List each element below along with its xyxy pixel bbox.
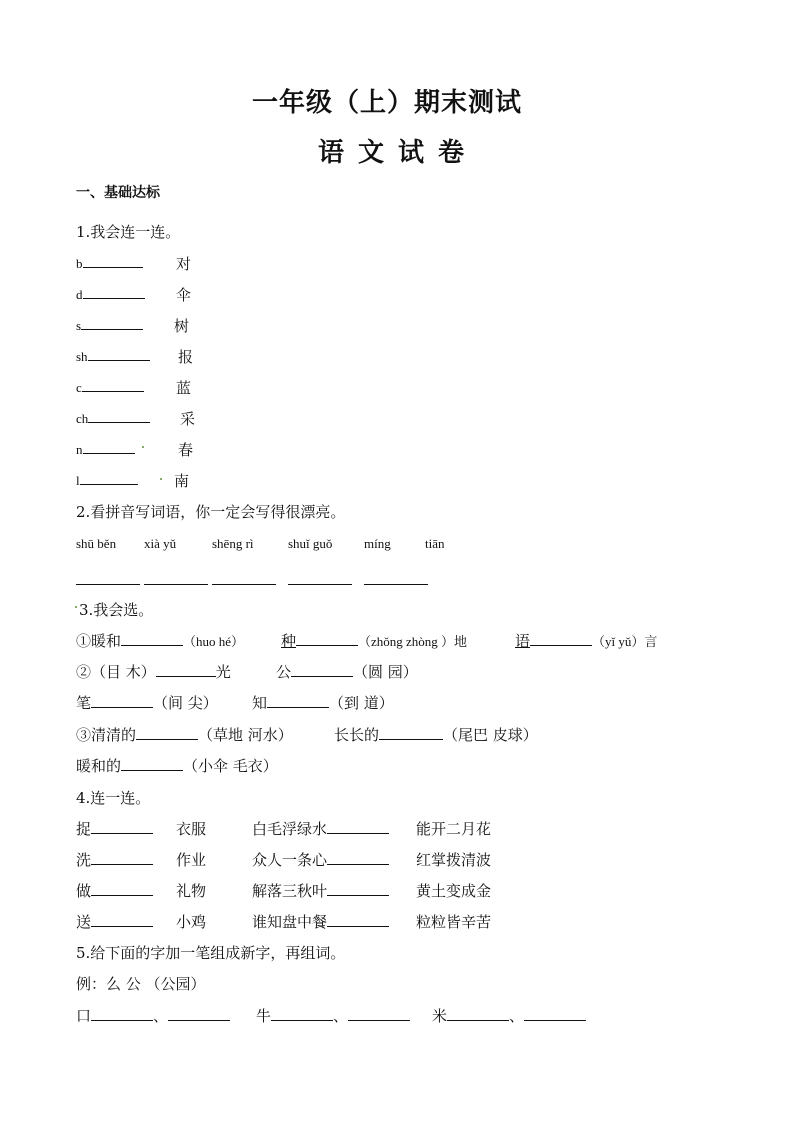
- answer-blank[interactable]: [291, 662, 353, 677]
- answer-blank[interactable]: [121, 631, 183, 646]
- q3-item-text: ②（目 木）: [76, 663, 156, 681]
- answer-blank[interactable]: [348, 1006, 410, 1021]
- q1-character: 采: [180, 410, 196, 428]
- q4-noun: 礼物: [176, 882, 207, 900]
- q3-row-2: [76, 661, 231, 682]
- answer-blank[interactable]: [212, 584, 276, 585]
- answer-blank[interactable]: [83, 284, 145, 299]
- q1-row: [76, 315, 143, 334]
- q3-options: （小伞 毛衣）: [183, 757, 278, 775]
- q1-initial: l: [76, 473, 80, 488]
- pinyin-4: shuǐ guǒ: [288, 536, 333, 551]
- answer-blank[interactable]: [327, 881, 389, 896]
- pinyin-6: tiān: [425, 536, 445, 551]
- answer-blank[interactable]: [81, 315, 143, 330]
- answer-blank[interactable]: [91, 693, 153, 708]
- q3-options: （到 道）: [329, 694, 394, 712]
- q4-poem-first: 众人一条心: [252, 851, 328, 869]
- q3-item-text: ③清清的: [76, 726, 137, 744]
- q4-poem-first: 解落三秋叶: [252, 882, 328, 900]
- answer-blank[interactable]: [447, 1006, 509, 1021]
- q3-row-4b: [334, 724, 538, 745]
- answer-blank[interactable]: [91, 881, 153, 896]
- section-heading: 一、基础达标: [76, 185, 160, 201]
- q4-verb: 做: [76, 882, 92, 900]
- q4-poem-line: [252, 849, 389, 870]
- pinyin-1: shū běn: [76, 536, 117, 551]
- pinyin-3: shēng rì: [212, 536, 254, 551]
- q1-initial: c: [76, 380, 82, 395]
- q1-character: 树: [174, 317, 190, 335]
- answer-blank[interactable]: [168, 1006, 230, 1021]
- answer-blank[interactable]: [136, 725, 198, 740]
- answer-blank[interactable]: [267, 693, 329, 708]
- answer-blank[interactable]: [91, 819, 153, 834]
- q5-char: 米: [432, 1007, 448, 1025]
- q3-item-text: 笔: [76, 694, 92, 712]
- answer-blank[interactable]: [121, 756, 183, 771]
- stray-mark: [160, 478, 162, 480]
- q5-char: 牛: [256, 1007, 272, 1025]
- answer-blank[interactable]: [80, 470, 138, 485]
- q1-row: [76, 377, 144, 396]
- q4-poem-second: 能开二月花: [416, 820, 492, 838]
- q3-item-text: 光: [215, 663, 231, 681]
- q5-separator: 、: [153, 1007, 169, 1025]
- answer-blank[interactable]: [327, 819, 389, 834]
- q1-initial: d: [76, 287, 83, 302]
- q3-row-1c: [515, 630, 657, 651]
- q4-noun: 小鸡: [176, 913, 207, 931]
- q4-verb: 送: [76, 913, 92, 931]
- q4-left-item: [76, 911, 153, 932]
- answer-blank[interactable]: [88, 346, 150, 361]
- q4-left-item: [76, 818, 153, 839]
- answer-blank[interactable]: [364, 584, 428, 585]
- answer-blank[interactable]: [88, 408, 150, 423]
- q1-character: 伞: [176, 286, 192, 304]
- question-3-prompt: 3.我会选。: [79, 601, 154, 619]
- q5-separator: 、: [333, 1007, 349, 1025]
- q3-options: （尾巴 皮球）: [443, 726, 538, 744]
- q1-initial: s: [76, 318, 82, 333]
- answer-blank[interactable]: [144, 584, 208, 585]
- q3-row-1: [76, 630, 244, 651]
- q3-row-5: [76, 755, 278, 776]
- q4-verb: 捉: [76, 820, 92, 838]
- q1-row: [76, 408, 150, 427]
- q5-item-1: [76, 1005, 230, 1026]
- q1-initial: n: [76, 442, 83, 457]
- q1-row: [76, 253, 143, 272]
- question-4-prompt: 4.连一连。: [76, 789, 151, 807]
- q4-noun: 作业: [176, 851, 207, 869]
- q1-initial: sh: [76, 349, 88, 364]
- answer-blank[interactable]: [91, 850, 153, 865]
- answer-blank[interactable]: [76, 584, 140, 585]
- q3-row-2b: [276, 661, 418, 682]
- q3-item-text: 种: [281, 632, 297, 650]
- q3-options: （yǐ yǔ）言: [592, 634, 658, 649]
- q3-row-3b: [252, 692, 394, 713]
- q1-row: [76, 470, 138, 489]
- q4-poem-second: 红掌拨清波: [416, 851, 492, 869]
- q3-options: （草地 河水）: [198, 726, 293, 744]
- q4-verb: 洗: [76, 851, 92, 869]
- q3-item-text: 语: [515, 632, 531, 650]
- answer-blank[interactable]: [379, 725, 443, 740]
- stray-mark: [75, 606, 77, 608]
- answer-blank[interactable]: [327, 850, 389, 865]
- q3-item-text: 长长的: [334, 726, 380, 744]
- q1-character: 对: [176, 255, 192, 273]
- q5-item-2: [256, 1005, 410, 1026]
- q3-row-3: [76, 692, 218, 713]
- q4-poem-line: [252, 818, 389, 839]
- pinyin-5: míng: [364, 536, 391, 551]
- question-2-prompt: 2.看拼音写词语，你一定会写得很漂亮。: [76, 503, 346, 521]
- answer-blank[interactable]: [327, 912, 389, 927]
- q4-poem-second: 黄土变成金: [416, 882, 492, 900]
- q3-row-1b: [281, 630, 467, 651]
- pinyin-2: xià yǔ: [144, 536, 177, 551]
- q4-poem-line: [252, 880, 389, 901]
- q1-character: 春: [178, 441, 194, 459]
- page-title: 一年级（上）期末测试: [252, 88, 523, 118]
- answer-blank[interactable]: [91, 912, 153, 927]
- answer-blank[interactable]: [271, 1006, 333, 1021]
- answer-blank[interactable]: [288, 584, 352, 585]
- q1-initial: ch: [76, 411, 89, 426]
- q3-item-text: 知: [252, 694, 268, 712]
- q3-options: （huo hé）: [183, 634, 245, 649]
- q1-character: 报: [178, 348, 194, 366]
- q3-options: （间 尖）: [153, 694, 218, 712]
- answer-blank[interactable]: [83, 253, 143, 268]
- question-5-prompt: 5.给下面的字加一笔组成新字，再组词。: [76, 944, 346, 962]
- q4-noun: 衣服: [176, 820, 207, 838]
- q1-character: 南: [174, 472, 190, 490]
- answer-blank[interactable]: [524, 1006, 586, 1021]
- q4-poem-line: [252, 911, 389, 932]
- answer-blank[interactable]: [530, 631, 592, 646]
- answer-blank[interactable]: [82, 377, 144, 392]
- q5-item-3: [432, 1005, 586, 1026]
- stray-mark: [142, 446, 144, 448]
- answer-blank[interactable]: [296, 631, 358, 646]
- q5-char: 口: [76, 1007, 92, 1025]
- q3-item-text: 暖和的: [76, 757, 122, 775]
- q4-poem-second: 粒粒皆辛苦: [416, 913, 492, 931]
- q4-poem-first: 白毛浮绿水: [252, 820, 328, 838]
- answer-blank[interactable]: [91, 1006, 153, 1021]
- q5-example: 例：么 公 （公园）: [76, 975, 206, 993]
- question-1-prompt: 1.我会连一连。: [76, 223, 181, 241]
- q1-row: [76, 284, 145, 303]
- page-subtitle: 语文试卷: [318, 138, 479, 168]
- q4-left-item: [76, 880, 153, 901]
- q1-initial: b: [76, 256, 83, 271]
- q4-poem-first: 谁知盘中餐: [252, 913, 328, 931]
- answer-blank[interactable]: [83, 439, 135, 454]
- q1-row: [76, 439, 135, 458]
- q3-item-text: 公: [276, 663, 292, 681]
- q3-row-4: [76, 724, 293, 745]
- q3-options: （圆 园）: [353, 663, 418, 681]
- q5-separator: 、: [509, 1007, 525, 1025]
- q3-options: （zhǒng zhòng ）地: [358, 634, 468, 649]
- q1-character: 蓝: [176, 379, 192, 397]
- q1-row: [76, 346, 150, 365]
- q4-left-item: [76, 849, 153, 870]
- answer-blank[interactable]: [156, 662, 216, 677]
- q3-item-text: ①暖和: [76, 632, 122, 650]
